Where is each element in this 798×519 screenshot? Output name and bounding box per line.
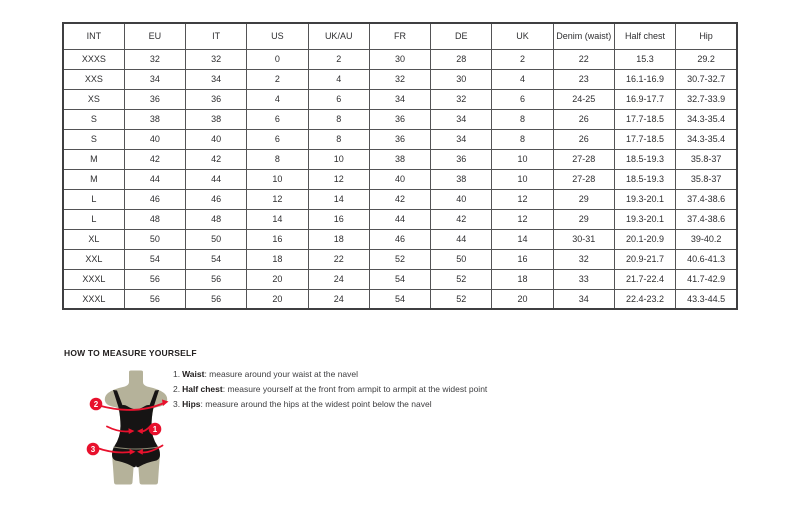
table-cell: 24 <box>308 289 369 309</box>
table-cell: 54 <box>369 269 430 289</box>
table-cell: M <box>63 149 124 169</box>
table-cell: 30 <box>431 69 492 89</box>
instruction-text: : measure yourself at the front from armpit to armpit at the widest point <box>222 384 488 394</box>
table-cell: 10 <box>247 169 308 189</box>
table-cell: 18 <box>308 229 369 249</box>
table-cell: 29.2 <box>676 49 737 69</box>
column-header: DE <box>431 23 492 49</box>
table-cell: 32 <box>186 49 247 69</box>
table-cell: 44 <box>124 169 185 189</box>
column-header: INT <box>63 23 124 49</box>
table-cell: 40 <box>369 169 430 189</box>
table-cell: 50 <box>186 229 247 249</box>
table-cell: 17.7-18.5 <box>614 129 675 149</box>
table-row <box>63 69 737 89</box>
chest-measure-badge <box>90 398 103 411</box>
instruction-number: 1. <box>173 369 181 379</box>
table-cell: 46 <box>369 229 430 249</box>
table-cell: 34.3-35.4 <box>676 129 737 149</box>
table-cell: 29 <box>553 189 614 209</box>
table-cell: 19.3-20.1 <box>614 209 675 229</box>
table-cell: 8 <box>492 129 553 149</box>
table-cell: 43.3-44.5 <box>676 289 737 309</box>
table-cell: 38 <box>431 169 492 189</box>
table-cell: 30.7-32.7 <box>676 69 737 89</box>
table-cell: 33 <box>553 269 614 289</box>
table-cell: 15.3 <box>614 49 675 69</box>
table-cell: 40.6-41.3 <box>676 249 737 269</box>
table-cell: XXS <box>63 69 124 89</box>
table-cell: 52 <box>369 249 430 269</box>
table-cell: 4 <box>308 69 369 89</box>
table-cell: 44 <box>369 209 430 229</box>
table-cell: 34 <box>369 89 430 109</box>
table-cell: 42 <box>431 209 492 229</box>
column-header: Denim (waist) <box>553 23 614 49</box>
table-cell: 48 <box>124 209 185 229</box>
table-cell: 34 <box>431 109 492 129</box>
table-cell: 26 <box>553 129 614 149</box>
table-cell: XL <box>63 229 124 249</box>
table-cell: 18.5-19.3 <box>614 149 675 169</box>
column-header: EU <box>124 23 185 49</box>
table-cell: 37.4-38.6 <box>676 209 737 229</box>
table-cell: 6 <box>308 89 369 109</box>
table-cell: 22.4-23.2 <box>614 289 675 309</box>
table-cell: 20.1-20.9 <box>614 229 675 249</box>
column-header: Half chest <box>614 23 675 49</box>
table-cell: 32.7-33.9 <box>676 89 737 109</box>
table-cell: 16 <box>492 249 553 269</box>
table-row <box>63 229 737 249</box>
table-cell: XXXL <box>63 289 124 309</box>
table-cell: 30 <box>369 49 430 69</box>
table-cell: 46 <box>186 189 247 209</box>
table-cell: 35.8-37 <box>676 169 737 189</box>
table-cell: 22 <box>553 49 614 69</box>
measure-instruction-item <box>173 399 593 409</box>
table-cell: 18 <box>492 269 553 289</box>
table-row <box>63 189 737 209</box>
column-header: UK <box>492 23 553 49</box>
waist-badge-number: 1 <box>152 424 158 434</box>
table-cell: 4 <box>492 69 553 89</box>
instruction-label: Waist <box>182 369 205 379</box>
table-cell: 10 <box>492 149 553 169</box>
measure-instruction-list <box>173 369 593 414</box>
instruction-number: 2. <box>173 384 181 394</box>
instruction-number: 3. <box>173 399 181 409</box>
table-cell: 36 <box>369 129 430 149</box>
table-cell: 34 <box>186 69 247 89</box>
table-cell: 16 <box>308 209 369 229</box>
table-cell: 20.9-21.7 <box>614 249 675 269</box>
table-cell: 36 <box>431 149 492 169</box>
table-cell: 21.7-22.4 <box>614 269 675 289</box>
table-cell: 12 <box>492 209 553 229</box>
column-header: IT <box>186 23 247 49</box>
table-cell: 26 <box>553 109 614 129</box>
table-cell: 56 <box>124 269 185 289</box>
table-row <box>63 49 737 69</box>
measure-instruction-item <box>173 384 593 394</box>
table-cell: 52 <box>431 269 492 289</box>
table-cell: 54 <box>369 289 430 309</box>
table-cell: 44 <box>186 169 247 189</box>
table-cell: 22 <box>308 249 369 269</box>
table-cell: 20 <box>492 289 553 309</box>
table-cell: 38 <box>124 109 185 129</box>
table-cell: XXXL <box>63 269 124 289</box>
table-cell: 6 <box>492 89 553 109</box>
table-cell: XXL <box>63 249 124 269</box>
table-cell: 34 <box>553 289 614 309</box>
table-cell: 42 <box>124 149 185 169</box>
table-cell: 27-28 <box>553 169 614 189</box>
table-cell: 14 <box>247 209 308 229</box>
table-cell: 37.4-38.6 <box>676 189 737 209</box>
size-table-container <box>62 22 738 310</box>
table-cell: XXXS <box>63 49 124 69</box>
table-cell: 50 <box>124 229 185 249</box>
table-cell: 27-28 <box>553 149 614 169</box>
chest-badge-number: 2 <box>93 399 99 409</box>
table-cell: 12 <box>247 189 308 209</box>
table-cell: 29 <box>553 209 614 229</box>
table-row <box>63 149 737 169</box>
table-cell: 38 <box>186 109 247 129</box>
table-cell: 2 <box>492 49 553 69</box>
table-cell: 40 <box>431 189 492 209</box>
table-cell: 30-31 <box>553 229 614 249</box>
table-cell: 32 <box>553 249 614 269</box>
instruction-label: Hips <box>182 399 201 409</box>
table-cell: 20 <box>247 269 308 289</box>
table-cell: 32 <box>431 89 492 109</box>
table-cell: 44 <box>431 229 492 249</box>
table-cell: 32 <box>124 49 185 69</box>
table-cell: L <box>63 189 124 209</box>
table-cell: 40 <box>124 129 185 149</box>
table-cell: 52 <box>431 289 492 309</box>
table-cell: 38 <box>369 149 430 169</box>
table-cell: 16.9-17.7 <box>614 89 675 109</box>
table-cell: 36 <box>369 109 430 129</box>
table-cell: 50 <box>431 249 492 269</box>
table-cell: 19.3-20.1 <box>614 189 675 209</box>
table-cell: S <box>63 129 124 149</box>
measurement-figure-illustration <box>85 370 169 490</box>
table-row <box>63 169 737 189</box>
table-cell: 10 <box>308 149 369 169</box>
table-row <box>63 89 737 109</box>
table-cell: 8 <box>308 129 369 149</box>
table-cell: M <box>63 169 124 189</box>
waist-measure-badge <box>149 423 162 436</box>
swimsuit-shape <box>112 405 160 467</box>
table-cell: 6 <box>247 129 308 149</box>
table-cell: 42 <box>369 189 430 209</box>
table-cell: 39-40.2 <box>676 229 737 249</box>
table-cell: 16.1-16.9 <box>614 69 675 89</box>
size-table-header-row <box>63 23 737 49</box>
instruction-text: : measure around your waist at the navel <box>204 369 359 379</box>
measure-section-heading: HOW TO MEASURE YOURSELF <box>64 348 197 358</box>
instruction-label: Half chest <box>182 384 223 394</box>
table-row <box>63 289 737 309</box>
table-cell: 35.8-37 <box>676 149 737 169</box>
table-cell: 18.5-19.3 <box>614 169 675 189</box>
table-cell: 6 <box>247 109 308 129</box>
table-cell: L <box>63 209 124 229</box>
table-cell: 34 <box>124 69 185 89</box>
table-cell: 8 <box>492 109 553 129</box>
table-cell: 56 <box>186 289 247 309</box>
table-cell: S <box>63 109 124 129</box>
instruction-text: : measure around the hips at the widest point below the navel <box>200 399 432 409</box>
table-cell: 34.3-35.4 <box>676 109 737 129</box>
size-table <box>62 22 738 310</box>
table-cell: 24-25 <box>553 89 614 109</box>
table-row <box>63 109 737 129</box>
table-cell: 41.7-42.9 <box>676 269 737 289</box>
table-cell: 42 <box>186 149 247 169</box>
measure-instruction-item <box>173 369 593 379</box>
table-row <box>63 249 737 269</box>
table-cell: 17.7-18.5 <box>614 109 675 129</box>
table-cell: 14 <box>308 189 369 209</box>
column-header: UK/AU <box>308 23 369 49</box>
table-cell: 28 <box>431 49 492 69</box>
table-cell: 2 <box>308 49 369 69</box>
table-cell: 23 <box>553 69 614 89</box>
table-cell: 12 <box>492 189 553 209</box>
table-cell: 36 <box>124 89 185 109</box>
table-cell: 12 <box>308 169 369 189</box>
table-cell: 10 <box>492 169 553 189</box>
column-header: FR <box>369 23 430 49</box>
hip-measure-badge <box>87 443 100 456</box>
table-cell: 54 <box>186 249 247 269</box>
table-cell: 2 <box>247 69 308 89</box>
table-cell: 24 <box>308 269 369 289</box>
table-cell: 8 <box>247 149 308 169</box>
table-cell: 56 <box>186 269 247 289</box>
table-cell: 18 <box>247 249 308 269</box>
table-cell: 36 <box>186 89 247 109</box>
table-row <box>63 209 737 229</box>
table-cell: 14 <box>492 229 553 249</box>
column-header: Hip <box>676 23 737 49</box>
table-cell: 8 <box>308 109 369 129</box>
table-cell: 16 <box>247 229 308 249</box>
table-cell: 56 <box>124 289 185 309</box>
table-cell: XS <box>63 89 124 109</box>
table-cell: 54 <box>124 249 185 269</box>
table-cell: 32 <box>369 69 430 89</box>
table-row <box>63 129 737 149</box>
table-cell: 0 <box>247 49 308 69</box>
table-cell: 48 <box>186 209 247 229</box>
table-cell: 4 <box>247 89 308 109</box>
hip-badge-number: 3 <box>90 444 96 454</box>
size-table-body <box>63 49 737 309</box>
column-header: US <box>247 23 308 49</box>
table-cell: 40 <box>186 129 247 149</box>
table-row <box>63 269 737 289</box>
table-cell: 34 <box>431 129 492 149</box>
table-cell: 20 <box>247 289 308 309</box>
table-cell: 46 <box>124 189 185 209</box>
